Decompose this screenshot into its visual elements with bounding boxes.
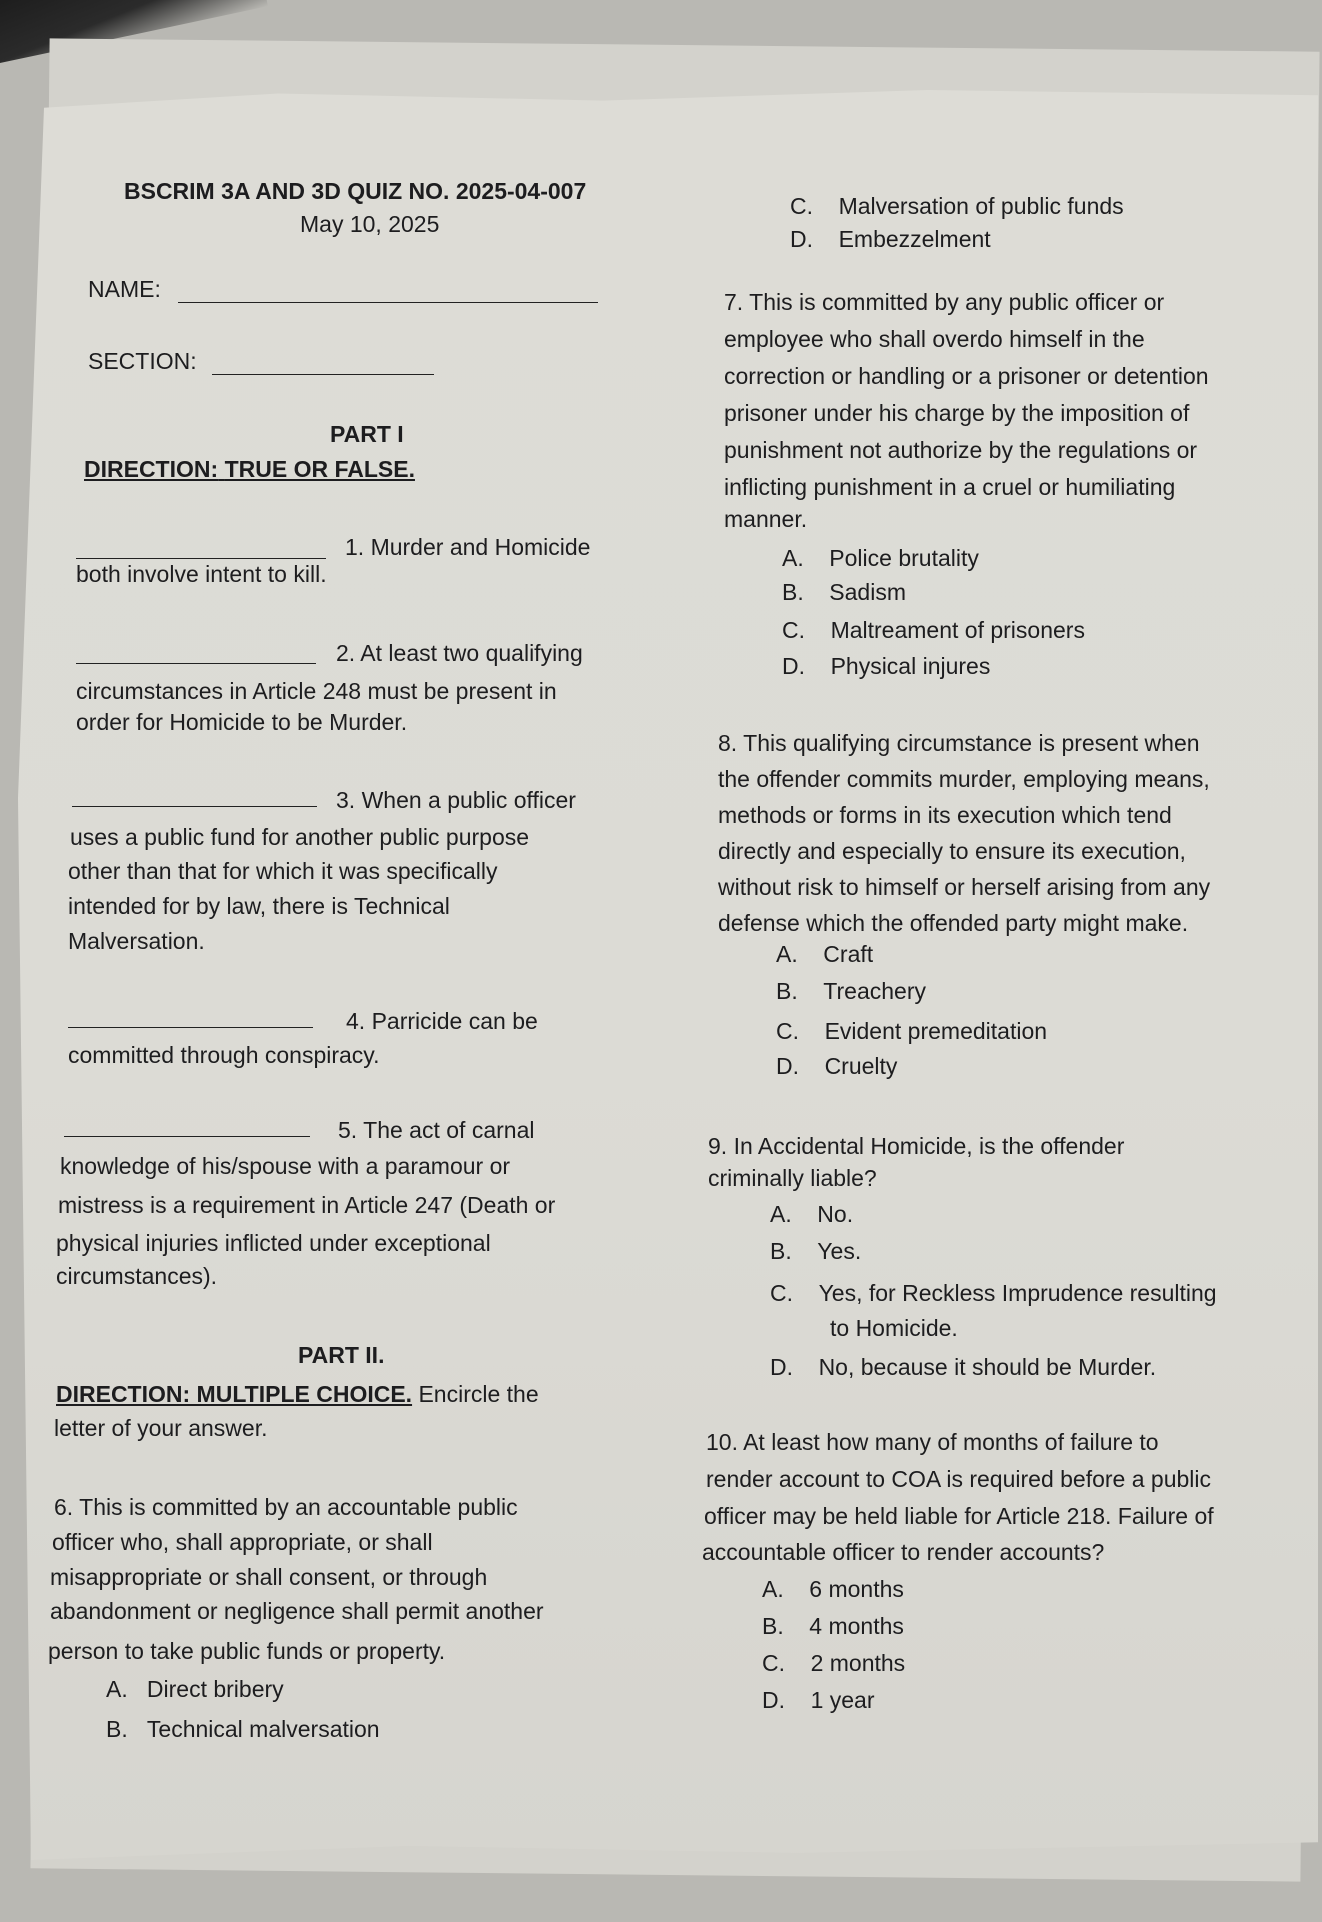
q8-line: without risk to himself or herself arising from any	[718, 874, 1211, 900]
q8-line: defense which the offended party might make.	[718, 910, 1189, 936]
part2-title: PART II.	[298, 1342, 385, 1368]
q7-line: punishment not authorize by the regulations or	[724, 437, 1198, 463]
q6-line: 6. This is committed by an accountable public	[54, 1494, 518, 1520]
q6-option-c[interactable]: C. Malversation of public funds	[790, 193, 1124, 219]
tf-item-5-line: mistress is a requirement in Article 247 (Death or	[58, 1192, 556, 1218]
tf-item-3-line: Malversation.	[68, 928, 205, 954]
q6-option-b[interactable]: B. Technical malversation	[106, 1716, 380, 1742]
q7-option-c[interactable]: C. Maltreament of prisoners	[782, 617, 1085, 643]
q7-option-d[interactable]: D. Physical injures	[782, 653, 991, 679]
q7-option-a[interactable]: A. Police brutality	[782, 545, 979, 571]
q9-option-c-cont: to Homicide.	[830, 1315, 958, 1341]
q9-option-d[interactable]: D. No, because it should be Murder.	[770, 1354, 1157, 1380]
section-blank[interactable]	[212, 374, 434, 375]
q6-line: misappropriate or shall consent, or through	[50, 1564, 488, 1590]
q10-line: render account to COA is required before a public	[706, 1466, 1212, 1492]
tf-item-1-line: 1. Murder and Homicide	[345, 534, 591, 560]
q10-option-c[interactable]: C. 2 months	[762, 1650, 906, 1676]
name-label: NAME:	[88, 276, 161, 302]
q7-line: manner.	[724, 506, 808, 532]
tf-item-2-line: 2. At least two qualifying	[336, 640, 583, 666]
q9-option-c[interactable]: C. Yes, for Reckless Imprudence resulting	[770, 1280, 1217, 1306]
q9-line: criminally liable?	[708, 1165, 877, 1191]
tf-item-5-line: 5. The act of carnal	[338, 1117, 535, 1143]
tf-item-3-line: intended for by law, there is Technical	[68, 893, 450, 919]
q7-option-b[interactable]: B. Sadism	[782, 579, 906, 605]
tf-item-2-line: order for Homicide to be Murder.	[76, 709, 408, 735]
q8-option-a[interactable]: A. Craft	[776, 941, 874, 967]
q8-option-d[interactable]: D. Cruelty	[776, 1053, 898, 1079]
q6-line: person to take public funds or property.	[48, 1638, 446, 1664]
section-label: SECTION:	[88, 348, 197, 374]
q10-option-b[interactable]: B. 4 months	[762, 1613, 904, 1639]
part2-direction: DIRECTION: MULTIPLE CHOICE. Encircle the	[56, 1381, 539, 1407]
q7-line: employee who shall overdo himself in the	[724, 326, 1145, 352]
q7-line: correction or handling or a prisoner or detention	[724, 363, 1209, 389]
q6-line: officer who, shall appropriate, or shall	[52, 1529, 433, 1555]
tf-item-3-line: uses a public fund for another public purpose	[70, 824, 530, 850]
q8-option-c[interactable]: C. Evident premeditation	[776, 1018, 1048, 1044]
tf-item-5-line: physical injuries inflicted under exceptional	[56, 1230, 491, 1256]
part1-direction: DIRECTION: TRUE OR FALSE.	[84, 456, 415, 482]
part2-direction-cont: letter of your answer.	[54, 1415, 268, 1441]
q9-option-b[interactable]: B. Yes.	[770, 1238, 862, 1264]
tf-item-5-line: knowledge of his/spouse with a paramour or	[60, 1153, 511, 1179]
name-blank[interactable]	[178, 302, 598, 303]
answer-blank-3[interactable]	[72, 806, 317, 807]
q9-line: 9. In Accidental Homicide, is the offender	[708, 1133, 1125, 1159]
q10-line: 10. At least how many of months of failure to	[706, 1429, 1159, 1455]
tf-item-4-line: 4. Parricide can be	[346, 1008, 538, 1034]
tf-item-5-line: circumstances).	[56, 1263, 218, 1289]
tf-item-3-line: 3. When a public officer	[336, 787, 576, 813]
q7-line: inflicting punishment in a cruel or humiliating	[724, 474, 1176, 500]
tf-item-2-line: circumstances in Article 248 must be present in	[76, 678, 557, 704]
answer-blank-2[interactable]	[76, 663, 316, 664]
tf-item-1-line: both involve intent to kill.	[76, 561, 327, 587]
q10-option-a[interactable]: A. 6 months	[762, 1576, 904, 1602]
q8-line: the offender commits murder, employing means,	[718, 766, 1210, 792]
q8-line: methods or forms in its execution which tend	[718, 802, 1172, 828]
q7-line: prisoner under his charge by the imposition of	[724, 400, 1190, 426]
q8-line: 8. This qualifying circumstance is present when	[718, 730, 1200, 756]
answer-blank-4[interactable]	[68, 1027, 313, 1028]
q9-option-a[interactable]: A. No.	[770, 1201, 854, 1227]
q6-line: abandonment or negligence shall permit another	[50, 1598, 544, 1624]
part1-title: PART I	[330, 421, 404, 447]
quiz-paper	[18, 90, 1318, 1860]
quiz-title: BSCRIM 3A AND 3D QUIZ NO. 2025-04-007	[124, 178, 587, 204]
answer-blank-1[interactable]	[76, 558, 326, 559]
q6-option-a[interactable]: A. Direct bribery	[106, 1676, 284, 1702]
q10-line: officer may be held liable for Article 218. Failure of	[704, 1503, 1214, 1529]
tf-item-3-line: other than that for which it was specifically	[68, 858, 498, 884]
q10-option-d[interactable]: D. 1 year	[762, 1687, 875, 1713]
q10-line: accountable officer to render accounts?	[702, 1539, 1105, 1565]
quiz-date: May 10, 2025	[300, 211, 440, 237]
q7-line: 7. This is committed by any public officer or	[724, 289, 1165, 315]
tf-item-4-line: committed through conspiracy.	[68, 1042, 380, 1068]
q8-line: directly and especially to ensure its execution,	[718, 838, 1186, 864]
q6-option-d[interactable]: D. Embezzelment	[790, 226, 991, 252]
q8-option-b[interactable]: B. Treachery	[776, 978, 926, 1004]
answer-blank-5[interactable]	[64, 1136, 310, 1137]
